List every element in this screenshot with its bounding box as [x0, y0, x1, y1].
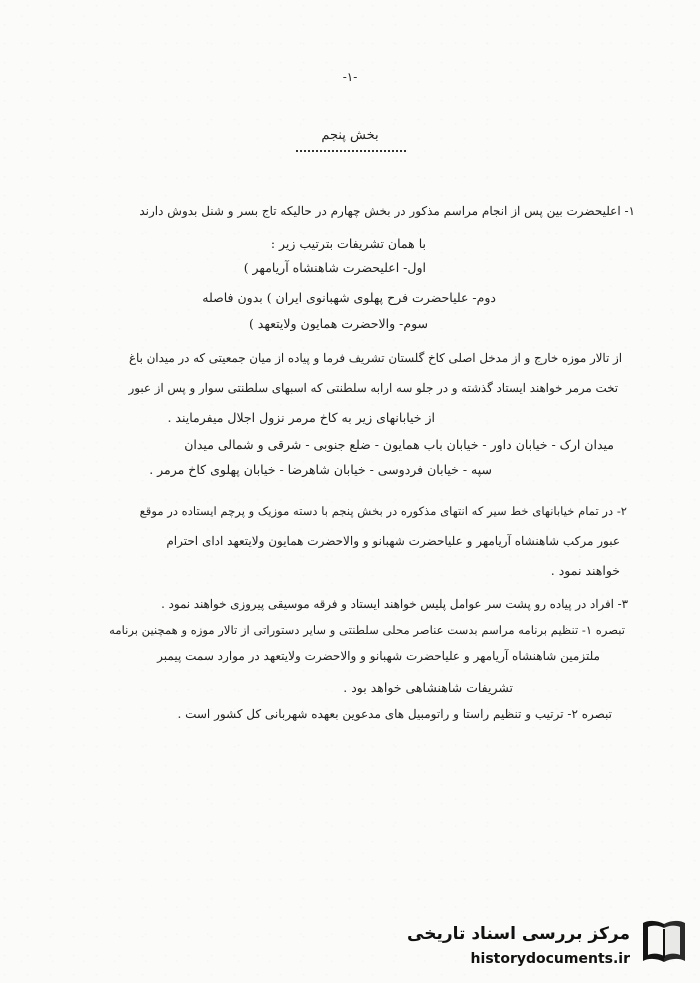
document-line: سپه - خیابان فردوسی - خیابان شاهرضا - خیابان پهلوی کاخ مرمر .	[149, 462, 492, 477]
document-line: دوم- علیاحضرت فرح پهلوی شهبانوی ایران ) بدون فاصله	[202, 290, 496, 305]
document-line: ملتزمین شاهنشاه آریامهر و علیاحضرت شهبانو و والاحضرت ولایتعهد در موارد سمت پیمبر	[157, 649, 600, 663]
document-line: ۱- اعلیحضرت بین پس از انجام مراسم مذکور در بخش چهارم در حالیکه تاج بسر و شنل بدوش دارند	[139, 204, 635, 218]
document-line: تبصره ۱- تنظیم برنامه مراسم بدست عناصر محلی سلطنتی و سایر دستوراتی از تالار موزه و همچنین برنامه	[109, 623, 625, 637]
document-line: عبور مرکب شاهنشاه آریامهر و علیاحضرت شهبانو و والاحضرت همایون ولایتعهد ادای احترام	[166, 534, 620, 548]
document-line: از تالار موزه خارج و از مدخل اصلی کاخ گلستان تشریف فرما و پیاده از میان جمعیتی که در میدان باغ	[128, 351, 622, 365]
section-title: بخش پنجم	[321, 128, 379, 143]
document-line: سوم- والاحضرت همایون ولایتعهد )	[248, 316, 428, 331]
document-line: از خیابانهای زیر به کاخ مرمر نزول اجلال میفرمایند .	[167, 410, 435, 425]
document-line: تخت مرمر خواهند ایستاد گذشته و در جلو سه ارابه سلطنتی که اسبهای سلطنتی سوار و پس از عبور	[128, 381, 618, 395]
archive-url: historydocuments.ir	[470, 951, 630, 967]
section-title-underline	[296, 150, 406, 152]
document-line: خواهند نمود .	[550, 563, 620, 578]
document-line: با همان تشریفات بترتیب زیر :	[270, 236, 426, 251]
document-line: تشریفات شاهنشاهی خواهد بود .	[343, 680, 513, 695]
open-book-icon	[637, 916, 691, 970]
document-line: اول- اعلیحضرت شاهنشاه آریامهر )	[243, 260, 426, 275]
document-line: میدان ارک - خیابان داور - خیابان باب همایون - ضلع جنوبی - شرقی و شمالی میدان	[184, 437, 614, 452]
document-line: ۳- افراد در پیاده رو پشت سر عوامل پلیس خواهند ایستاد و فرقه موسیقی پیروزی خواهند نمود .	[161, 597, 628, 611]
archive-name: مرکز بررسی اسناد تاریخی	[407, 924, 630, 944]
page-number: -۱-	[342, 70, 358, 84]
document-line: ۲- در تمام خیابانهای خط سیر که انتهای مذکوره در بخش پنجم با دسته موزیک و پرچم ایستاده در موقع	[139, 504, 627, 518]
document-line: تبصره ۲- ترتیب و تنظیم راستا و راتومبیل های مدعوین بعهده شهربانی کل کشور است .	[177, 707, 612, 721]
